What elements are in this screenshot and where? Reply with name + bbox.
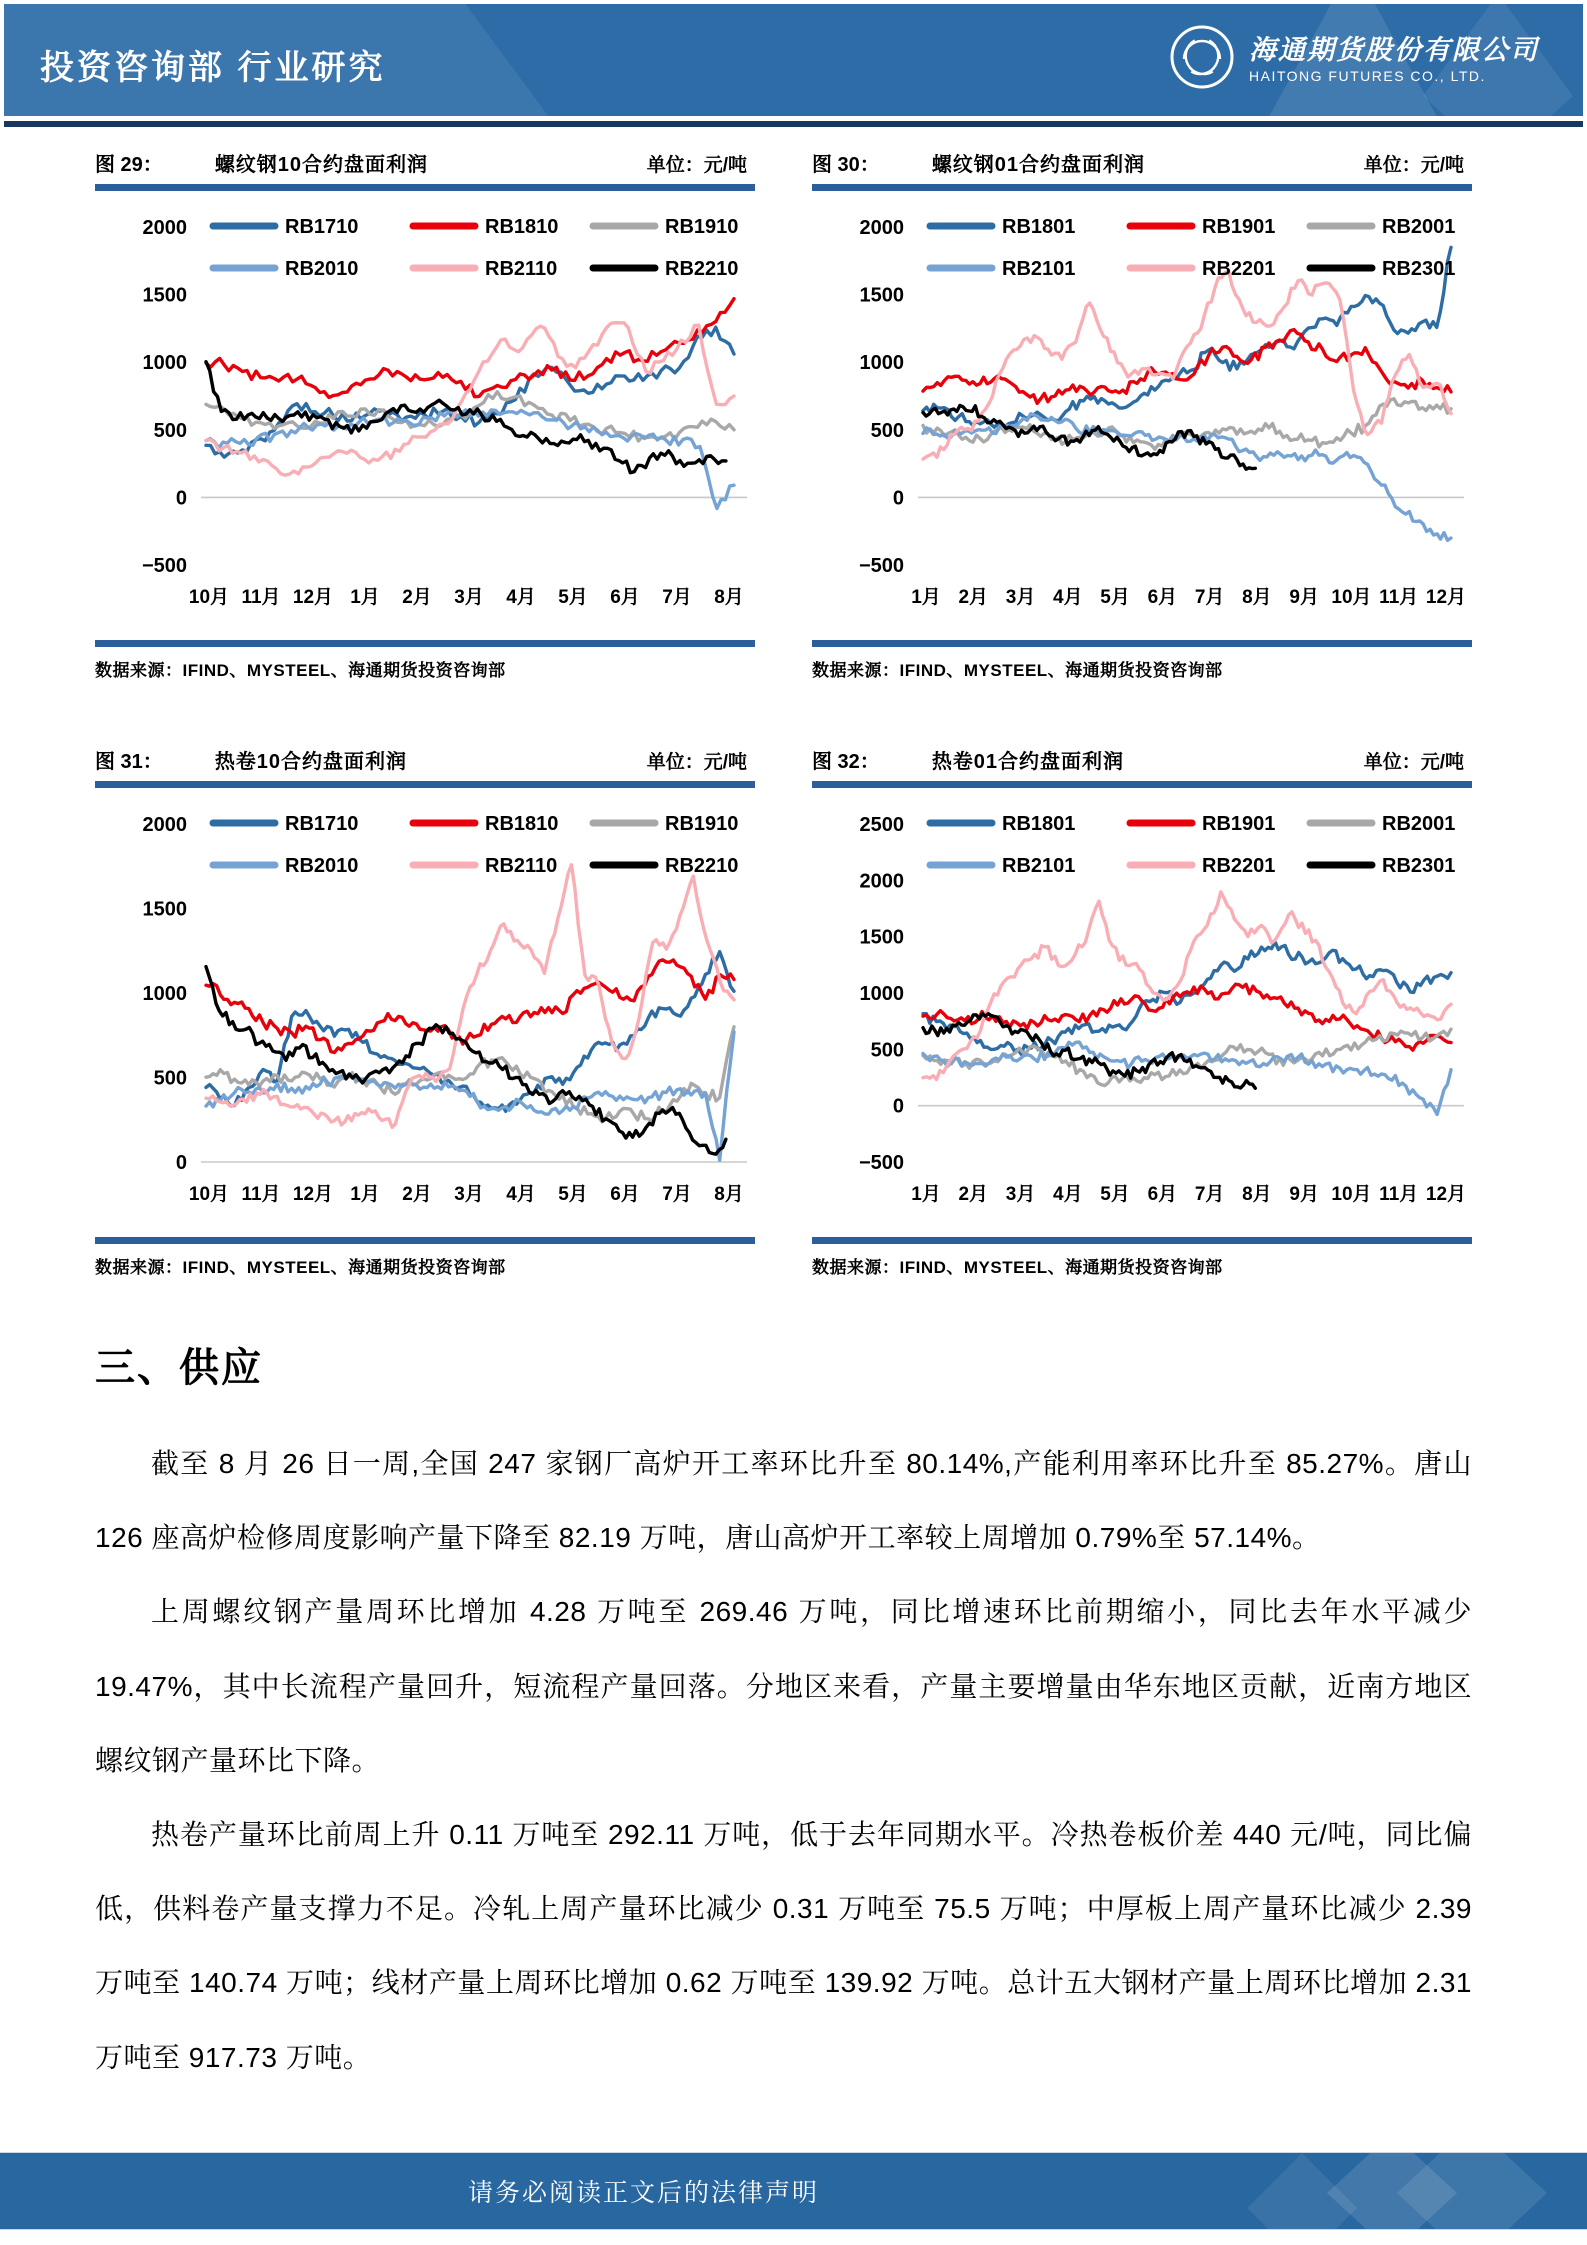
svg-text:4月: 4月 <box>506 1184 536 1205</box>
svg-text:RB1801: RB1801 <box>1002 813 1076 835</box>
source-rule <box>95 1237 755 1244</box>
chart-block-fig30 <box>812 148 1472 681</box>
footer-disclaimer: 请务必阅读正文后的法律声明 <box>467 2179 819 2207</box>
chart-title: 热卷10合约盘面利润 <box>214 751 408 773</box>
svg-text:7月: 7月 <box>1194 587 1225 608</box>
svg-text:10月: 10月 <box>1331 1184 1372 1205</box>
svg-text:7月: 7月 <box>662 587 692 608</box>
svg-text:2000: 2000 <box>859 870 904 893</box>
footer-band <box>0 2152 1587 2230</box>
svg-text:5月: 5月 <box>558 587 588 608</box>
svg-text:1000: 1000 <box>142 983 187 1005</box>
svg-text:3月: 3月 <box>454 587 484 608</box>
line-chart-canvas <box>812 193 1472 633</box>
data-source-text: 数据来源：IFIND、MYSTEEL、海通期货投资咨询部 <box>812 661 1223 680</box>
svg-text:11月: 11月 <box>241 587 281 608</box>
svg-text:RB2101: RB2101 <box>1002 855 1076 877</box>
data-source-text: 数据来源：IFIND、MYSTEEL、海通期货投资咨询部 <box>812 1258 1223 1277</box>
source-rule <box>812 640 1472 647</box>
svg-text:2000: 2000 <box>859 217 904 239</box>
svg-text:−500: −500 <box>141 555 187 577</box>
svg-text:1000: 1000 <box>142 352 187 375</box>
title-rule <box>812 781 1472 788</box>
figure-label: 图 31： <box>95 751 163 773</box>
svg-text:RB1710: RB1710 <box>285 813 359 835</box>
svg-text:RB1910: RB1910 <box>665 813 739 835</box>
svg-text:10月: 10月 <box>188 587 230 608</box>
unit-label: 单位：元/吨 <box>1363 155 1464 176</box>
line-chart-canvas <box>95 790 755 1230</box>
report-type-title: 投资咨询部 行业研究 <box>40 49 386 87</box>
svg-text:0: 0 <box>175 487 187 510</box>
title-rule <box>95 184 755 191</box>
chart-header <box>812 148 1472 177</box>
svg-text:9月: 9月 <box>1289 1184 1319 1205</box>
svg-text:8月: 8月 <box>1242 587 1272 608</box>
header-band <box>4 4 1583 116</box>
svg-text:4月: 4月 <box>1053 587 1083 608</box>
page-content <box>95 148 1472 2095</box>
svg-text:2月: 2月 <box>958 1184 989 1205</box>
svg-text:RB2110: RB2110 <box>485 855 558 877</box>
svg-text:RB1810: RB1810 <box>485 813 559 835</box>
svg-text:1000: 1000 <box>859 983 904 1005</box>
chart-block-fig32 <box>812 745 1472 1278</box>
section-heading: 三、供应 <box>95 1346 263 1390</box>
svg-text:11月: 11月 <box>241 1184 281 1205</box>
haitong-logo-icon <box>1169 24 1235 95</box>
figure-label: 图 32： <box>812 751 880 773</box>
svg-text:0: 0 <box>892 1095 904 1118</box>
svg-text:RB2301: RB2301 <box>1382 258 1456 280</box>
chart-title: 螺纹钢01合约盘面利润 <box>931 154 1146 176</box>
svg-text:RB1801: RB1801 <box>1002 216 1076 238</box>
data-source-text: 数据来源：IFIND、MYSTEEL、海通期货投资咨询部 <box>95 661 506 680</box>
body-paragraph: 上周螺纹钢产量周环比增加 4.28 万吨至 269.46 万吨，同比增速环比前期缩小，同比去年水平减少 19.47%，其中长流程产量回升，短流程产量回落。分地区来看，产量主要增量由华东地区贡献，近南方地区螺纹钢产量环比下降。 <box>95 1596 1472 1776</box>
svg-text:RB2101: RB2101 <box>1002 258 1076 280</box>
svg-text:3月: 3月 <box>1005 1184 1036 1205</box>
svg-text:1500: 1500 <box>142 898 187 921</box>
company-name <box>1249 34 1539 85</box>
svg-text:RB2001: RB2001 <box>1382 216 1456 238</box>
svg-text:1月: 1月 <box>911 587 941 608</box>
svg-text:6月: 6月 <box>610 1184 640 1205</box>
svg-text:7月: 7月 <box>1194 1184 1225 1205</box>
svg-text:0: 0 <box>892 487 904 510</box>
chart-block-fig29 <box>95 148 755 681</box>
body-paragraph: 热卷产量环比前周上升 0.11 万吨至 292.11 万吨，低于去年同期水平。冷热卷板价差 440 元/吨，同比偏低，供料卷产量支撑力不足。冷轧上周产量环比减少 0.31 万吨至 75.5 万吨；中厚板上周产量环比减少 2.39 万吨至 140.74 万吨；线材产量上周环比增加 0.62 万吨至 139.92 万吨。总计五大钢材产量上周环比增加 2.31 万吨至 917.73 万吨。 <box>95 1818 1472 2073</box>
figure-label: 图 29： <box>95 154 163 176</box>
source-rule <box>812 1237 1472 1244</box>
chart-title: 螺纹钢10合约盘面利润 <box>214 154 429 176</box>
svg-text:−500: −500 <box>858 555 904 577</box>
svg-text:5月: 5月 <box>1100 1184 1130 1205</box>
svg-text:2000: 2000 <box>142 217 187 239</box>
svg-text:500: 500 <box>870 1039 904 1062</box>
svg-text:0: 0 <box>175 1152 187 1174</box>
company-logo <box>1169 24 1539 95</box>
svg-text:RB1901: RB1901 <box>1202 813 1276 835</box>
svg-text:5月: 5月 <box>1100 587 1130 608</box>
title-rule <box>95 781 755 788</box>
svg-text:1月: 1月 <box>350 1184 380 1205</box>
chart-title: 热卷01合约盘面利润 <box>931 751 1125 773</box>
title-rule <box>812 184 1472 191</box>
svg-text:2月: 2月 <box>402 1184 432 1205</box>
svg-text:2月: 2月 <box>958 587 989 608</box>
svg-text:12月: 12月 <box>1425 1184 1467 1205</box>
company-name-cn: 海通期货股份有限公司 <box>1249 34 1539 65</box>
chart-header <box>95 745 755 774</box>
data-source-text: 数据来源：IFIND、MYSTEEL、海通期货投资咨询部 <box>95 1258 506 1277</box>
svg-text:10月: 10月 <box>188 1184 230 1205</box>
svg-text:1000: 1000 <box>859 352 904 375</box>
unit-label: 单位：元/吨 <box>646 752 747 773</box>
svg-text:8月: 8月 <box>714 587 744 608</box>
svg-text:6月: 6月 <box>1147 1184 1178 1205</box>
svg-text:8月: 8月 <box>1242 1184 1272 1205</box>
chart-header <box>812 745 1472 774</box>
svg-text:5月: 5月 <box>558 1184 588 1205</box>
svg-text:2500: 2500 <box>859 814 904 836</box>
charts-grid <box>95 148 1472 1278</box>
figure-label: 图 30： <box>812 154 880 176</box>
unit-label: 单位：元/吨 <box>1363 752 1464 773</box>
svg-text:3月: 3月 <box>1005 587 1036 608</box>
chart-block-fig31 <box>95 745 755 1278</box>
unit-label: 单位：元/吨 <box>646 155 747 176</box>
header-divider <box>4 121 1583 127</box>
svg-text:4月: 4月 <box>1053 1184 1083 1205</box>
svg-text:RB2210: RB2210 <box>665 855 739 877</box>
svg-text:RB2110: RB2110 <box>485 258 558 280</box>
svg-text:11月: 11月 <box>1379 1184 1419 1205</box>
line-chart-canvas <box>812 790 1472 1230</box>
svg-text:1500: 1500 <box>142 284 187 307</box>
svg-text:12月: 12月 <box>292 587 334 608</box>
svg-text:8月: 8月 <box>714 1184 744 1205</box>
svg-text:RB2301: RB2301 <box>1382 855 1456 877</box>
svg-text:500: 500 <box>153 419 187 442</box>
svg-text:12月: 12月 <box>292 1184 334 1205</box>
svg-text:1500: 1500 <box>859 926 904 949</box>
svg-text:RB1710: RB1710 <box>285 216 359 238</box>
svg-text:500: 500 <box>870 419 904 442</box>
svg-text:1月: 1月 <box>911 1184 941 1205</box>
svg-text:RB2001: RB2001 <box>1382 813 1456 835</box>
line-chart-canvas <box>95 193 755 633</box>
chart-header <box>95 148 755 177</box>
svg-text:RB1810: RB1810 <box>485 216 559 238</box>
svg-text:6月: 6月 <box>610 587 640 608</box>
svg-text:2000: 2000 <box>142 814 187 836</box>
svg-text:RB2010: RB2010 <box>285 855 359 877</box>
svg-text:9月: 9月 <box>1289 587 1319 608</box>
source-rule <box>95 640 755 647</box>
svg-text:10月: 10月 <box>1331 587 1372 608</box>
svg-text:11月: 11月 <box>1379 587 1419 608</box>
company-name-en: HAITONG FUTURES CO., LTD. <box>1249 67 1486 84</box>
svg-text:3月: 3月 <box>454 1184 484 1205</box>
svg-text:RB2010: RB2010 <box>285 258 359 280</box>
svg-text:7月: 7月 <box>662 1184 692 1205</box>
body-paragraph: 截至 8 月 26 日一周,全国 247 家钢厂高炉开工率环比升至 80.14%,产能利用率环比升至 85.27%。唐山 126 座高炉检修周度影响产量下降至 82.19 万吨，唐山高炉开工率较上周增加 0.79%至 57.14%。 <box>95 1448 1472 1554</box>
svg-text:2月: 2月 <box>402 587 432 608</box>
svg-text:1月: 1月 <box>350 587 380 608</box>
svg-text:6月: 6月 <box>1147 587 1178 608</box>
supply-section <box>95 1336 1472 2095</box>
svg-text:RB2201: RB2201 <box>1202 258 1276 280</box>
svg-text:RB2201: RB2201 <box>1202 855 1276 877</box>
svg-text:RB1910: RB1910 <box>665 216 739 238</box>
svg-text:4月: 4月 <box>506 587 536 608</box>
svg-text:RB2210: RB2210 <box>665 258 739 280</box>
svg-text:500: 500 <box>153 1067 187 1090</box>
svg-text:1500: 1500 <box>859 284 904 307</box>
svg-text:−500: −500 <box>858 1152 904 1174</box>
svg-text:RB1901: RB1901 <box>1202 216 1276 238</box>
svg-text:12月: 12月 <box>1425 587 1467 608</box>
